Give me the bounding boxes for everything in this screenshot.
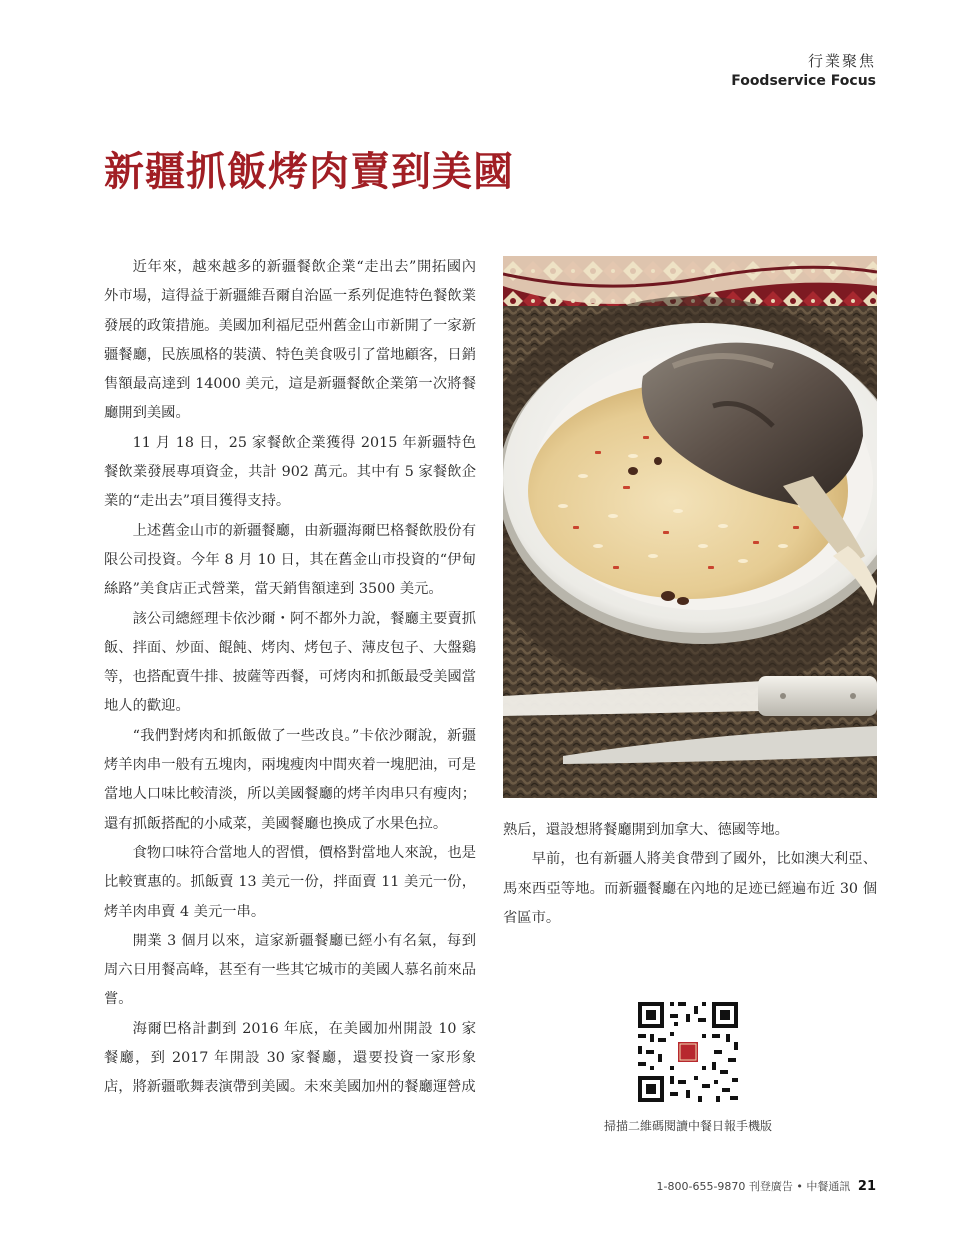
footer-label: 刊登廣告 • 中餐通訊: [748, 1180, 851, 1193]
section-name-en: Foodservice Focus: [731, 73, 876, 89]
paragraph: 該公司總經理卡依沙爾・阿不都外力說，餐廳主要賣抓飯、拌面、炒面、餛飩、烤肉、烤包子、薄皮包子、大盤鷄等，也搭配賣牛排、披薩等西餐，可烤肉和抓飯最受美國當地人的歡迎。: [104, 610, 476, 715]
footer-phone: 1-800-655-9870: [656, 1180, 746, 1193]
qr-caption: 掃描二維碼閱讀中餐日報手機版: [603, 1119, 772, 1133]
qr-code[interactable]: [636, 1000, 740, 1104]
paragraph: 開業 3 個月以來，這家新疆餐廳已經小有名氣，每到周六日用餐高峰，甚至有一些其它城市的美國人慕名前來品嘗。: [104, 932, 476, 1008]
seal-logo: [678, 1042, 698, 1062]
paragraph: 食物口味符合當地人的習慣，價格對當地人來說，也是比較實惠的。抓飯賣 13 美元一份，拌面賣 11 美元一份，烤羊肉串賣 4 美元一串。: [104, 844, 476, 920]
section-name-zh: 行業聚焦: [807, 52, 876, 70]
paragraph: 近年來，越來越多的新疆餐飲企業“走出去”開拓國內外市場，這得益于新疆維吾爾自治區一系列促進特色餐飲業發展的政策措施。美國加利福尼亞州舊金山市新開了一家新疆餐廳，民族風格的裝潢、特色美食吸引了當地顧客，日銷售額最高達到 14000 美元，這是新疆餐飲企業第一次將餐廳開到美國。: [104, 259, 476, 422]
paragraph: 熟后，還設想將餐廳開到加拿大、德國等地。: [503, 822, 789, 838]
qr-code-icon: [636, 1000, 740, 1104]
paragraph: 早前，也有新疆人將美食帶到了國外，比如澳大利亞、馬來西亞等地。而新疆餐廳在內地的足迹已經遍布近 30 個省區市。: [503, 851, 877, 926]
paragraph: 海爾巴格計劃到 2016 年底，在美國加州開設 10 家餐廳，到 2017 年開設 30 家餐廳，還要投資一家形象店，將新疆歌舞表演帶到美國。未來美國加州的餐廳運營成: [104, 1020, 476, 1096]
paragraph: “我們對烤肉和抓飯做了一些改良。”卡依沙爾說，新疆烤羊肉串一般有五塊肉，兩塊瘦肉中間夾着一塊肥油，可是當地人口味比較清淡，所以美國餐廳的烤羊肉串只有瘦肉；還有抓飯搭配的小咸菜，美國餐廳也換成了水果色拉。: [104, 727, 476, 832]
article-body-left: [104, 253, 476, 1103]
section-tag: [731, 50, 876, 89]
page-footer: [657, 1178, 876, 1194]
pilaf-with-lamb-photo: [503, 256, 877, 798]
article-headline: 新疆抓飯烤肉賣到美國: [104, 148, 514, 195]
paragraph: 11 月 18 日，25 家餐飲企業獲得 2015 年新疆特色餐飲業發展專項資金，共計 902 萬元。其中有 5 家餐飲企業的“走出去”項目獲得支持。: [104, 434, 476, 510]
paragraph: 上述舊金山市的新疆餐廳，由新疆海爾巴格餐飲股份有限公司投資。今年 8 月 10 日，其在舊金山市投資的“伊甸絲路”美食店正式營業，當天銷售額達到 3500 美元。: [104, 522, 476, 598]
article-body-right: [503, 816, 877, 933]
page-number: 21: [857, 1179, 876, 1194]
